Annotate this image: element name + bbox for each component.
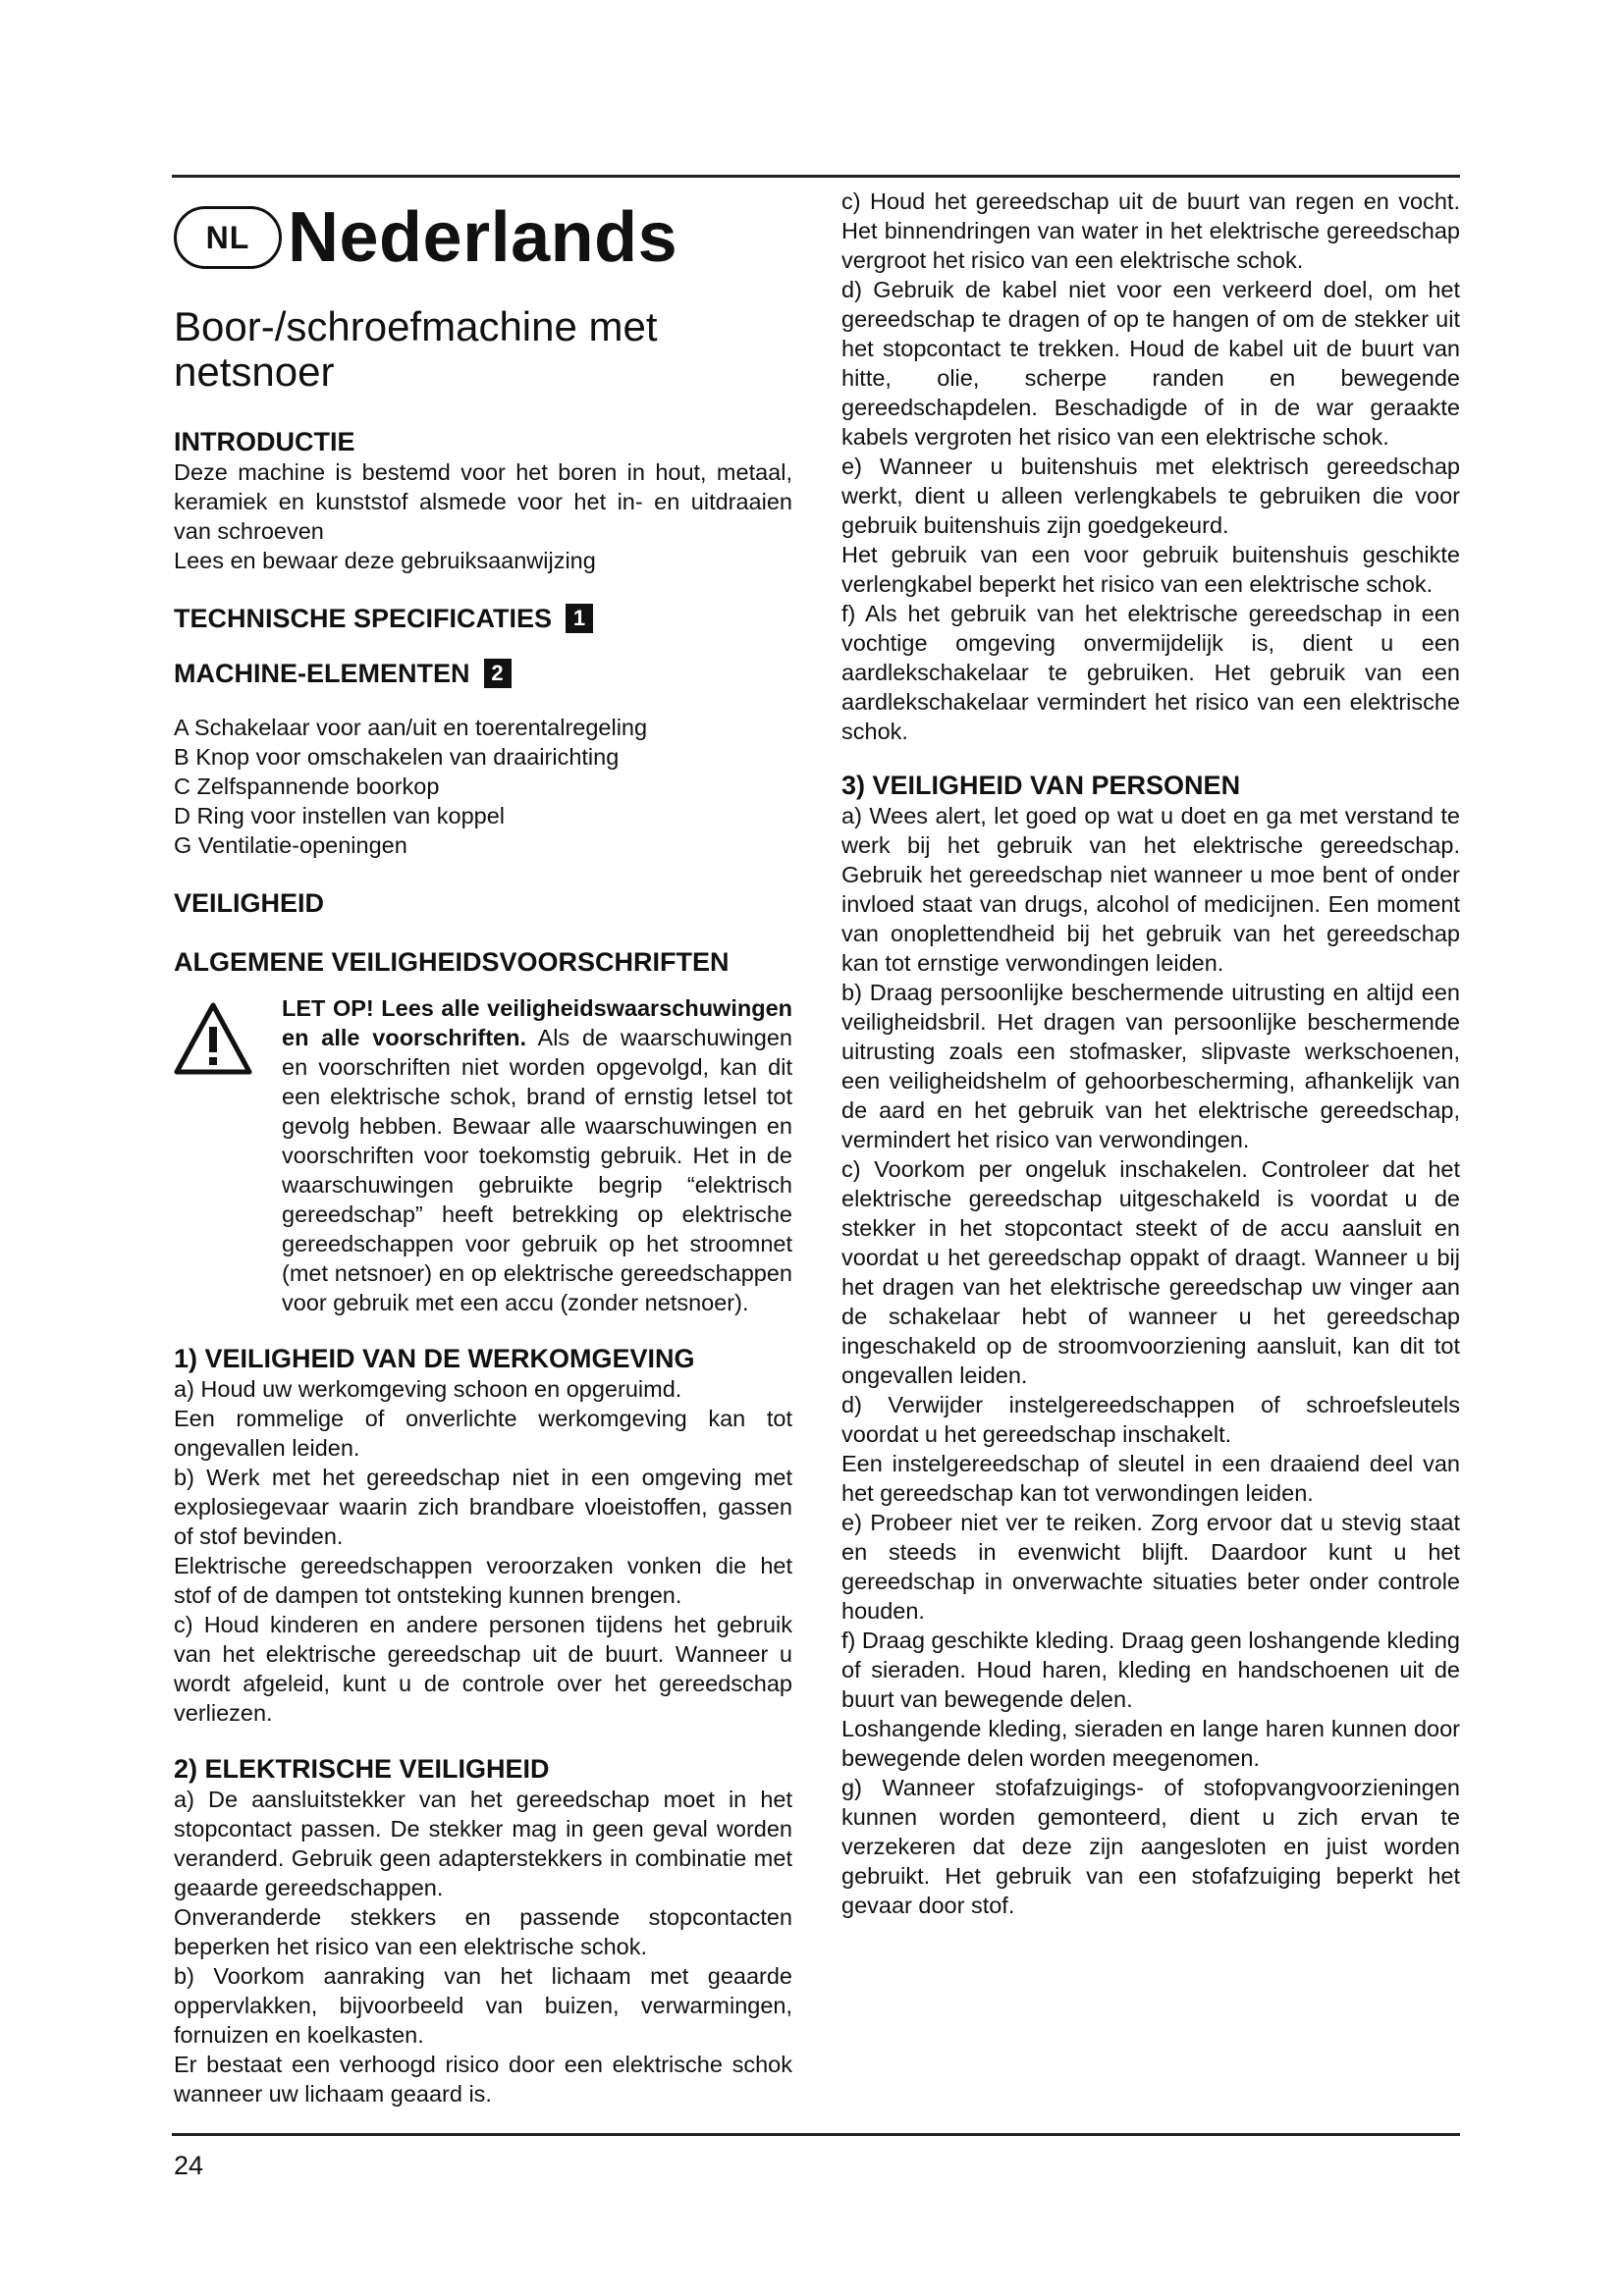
paragraph: g) Wanneer stofafzuigings- of stofopvangvoorzieningen kunnen worden gemonteerd, dient u zich ervan te verzekeren dat deze zijn aangesloten en juist worden gebruikt. Het gebruik van een stofafzuiging beperkt het gevaar door stof. xyxy=(841,1775,1460,1918)
language-title: Nederlands xyxy=(288,198,678,277)
paragraph: f) Draag geschikte kleding. Draag geen loshangende kleding of sieraden. Houd haren, kleding en handschoenen uit de buurt van bewegende delen. xyxy=(841,1628,1460,1712)
figure-ref-badge: 1 xyxy=(566,604,593,633)
personal-safety-heading: 3) VEILIGHEID VAN PERSONEN xyxy=(841,771,1241,800)
paragraph: Een instelgereedschap of sleutel in een draaiend deel van het gereedschap kan tot verwondingen leiden. xyxy=(841,1451,1460,1506)
paragraph: b) Werk met het gereedschap niet in een omgeving met explosiegevaar waarin zich brandbare vloeistoffen, gassen of stof bevinden. xyxy=(174,1465,792,1549)
intro-paragraph: Deze machine is bestemd voor het boren in hout, metaal, keramiek en kunststof alsmede voor het in- en uitdraaien van schroeven xyxy=(174,459,792,544)
paragraph: e) Wanneer u buitenshuis met elektrisch gereedschap werkt, dient u alleen verlengkabels te gebruiken die voor gebruik buitenshuis zijn goedgekeurd. xyxy=(841,454,1460,538)
work-area-safety-heading: 1) VEILIGHEID VAN DE WERKOMGEVING xyxy=(174,1344,695,1373)
paragraph: d) Gebruik de kabel niet voor een verkeerd doel, om het gereedschap te dragen of op te hangen of om de stekker uit het stopcontact te trekken. Houd de kabel uit de buurt van hitte, olie, scherpe randen en bewegende gereedschapdelen. Beschadigde of in de war geraakte kabels vergroten het risico van een elektrische schok. xyxy=(841,277,1460,450)
paragraph: c) Houd het gereedschap uit de buurt van regen en vocht. Het binnendringen van water in het elektrische gereedschap vergroot het risico van een elektrische schok. xyxy=(841,188,1460,273)
top-rule xyxy=(172,175,1460,178)
paragraph: b) Voorkom aanraking van het lichaam met geaarde oppervlakken, bijvoorbeeld van buizen, verwarmingen, fornuizen en koelkasten. xyxy=(174,1963,792,2048)
paragraph: f) Als het gebruik van het elektrische gereedschap in een vochtige omgeving onvermijdelijk is, dient u een aardlekschakelaar te gebruiken. Het gebruik van een aardlekschakelaar vermindert het risico van een elektrische schok. xyxy=(841,601,1460,744)
paragraph: c) Houd kinderen en andere personen tijdens het gebruik van het elektrische gereedschap uit de buurt. Wanneer u wordt afgeleid, kunt u de controle over het gereedschap verliezen. xyxy=(174,1612,792,1726)
page-number: 24 xyxy=(174,2151,204,2180)
list-item: C Zelfspannende boorkop xyxy=(174,774,440,799)
page-title: Boor-/schroefmachine met netsnoer xyxy=(174,303,658,395)
warning-block xyxy=(174,993,792,1317)
paragraph: Een rommelige of onverlichte werkomgeving kan tot ongevallen leiden. xyxy=(174,1406,792,1461)
bottom-rule xyxy=(172,2133,1460,2136)
language-header xyxy=(174,188,792,287)
electrical-safety-heading: 2) ELEKTRISCHE VEILIGHEID xyxy=(174,1754,550,1784)
paragraph: Er bestaat een verhoogd risico door een elektrische schok wanneer uw lichaam geaard is. xyxy=(174,2052,792,2107)
figure-ref-badge: 2 xyxy=(484,659,512,688)
paragraph: e) Probeer niet ver te reiken. Zorg ervoor dat u stevig staat en steeds in evenwicht blijft. Daardoor kunt u het gereedschap in onverwachte situaties beter onder controle houden. xyxy=(841,1510,1460,1624)
right-column xyxy=(841,187,1460,1920)
warning-paragraph xyxy=(282,993,792,1317)
general-safety-heading: ALGEMENE VEILIGHEIDSVOORSCHRIFTEN xyxy=(174,947,730,977)
intro-heading: INTRODUCTIE xyxy=(174,427,355,456)
list-item: D Ring voor instellen van koppel xyxy=(174,803,506,828)
warning-emphasis: LET OP! Lees alle veiligheidswaarschuwingen en alle voorschriften. xyxy=(282,995,792,1050)
list-item: B Knop voor omschakelen van draairichting xyxy=(174,744,620,770)
list-item: A Schakelaar voor aan/uit en toerentalregeling xyxy=(174,715,648,740)
paragraph: a) De aansluitstekker van het gereedschap moet in het stopcontact passen. De stekker mag in geen geval worden veranderd. Gebruik geen adapterstekkers in combinatie met geaarde gereedschappen. xyxy=(174,1787,792,1900)
paragraph: c) Voorkom per ongeluk inschakelen. Controleer dat het elektrische gereedschap uitgeschakeld is voordat u de stekker in het stopcontact steekt of de accu aansluit en voordat u het gereedschap oppakt of draagt. Wanneer u bij het dragen van het elektrische gereedschap uw vinger aan de schakelaar hebt of wanneer u het gereedschap ingeschakeld op de stroomvoorziening aansluit, kan dit tot ongevallen leiden. xyxy=(841,1156,1460,1388)
paragraph: d) Verwijder instelgereedschappen of schroefsleutels voordat u het gereedschap inschakelt. xyxy=(841,1392,1460,1447)
left-column xyxy=(174,187,792,2109)
paragraph: Onveranderde stekkers en passende stopcontacten beperken het risico van een elektrische schok. xyxy=(174,1904,792,1959)
list-item: G Ventilatie-openingen xyxy=(174,832,407,858)
paragraph: b) Draag persoonlijke beschermende uitrusting en altijd een veiligheidsbril. Het dragen van persoonlijke beschermende uitrusting zoals een stofmasker, slipvaste werkschoenen, een veiligheidshelm of gehoorbescherming, afhankelijk van de aard en het gebruik van het elektrische gereedschap, vermindert het risico van verwondingen. xyxy=(841,980,1460,1152)
paragraph: Loshangende kleding, sieraden en lange haren kunnen door bewegende delen worden meegenomen. xyxy=(841,1716,1460,1771)
warning-triangle-icon xyxy=(174,1001,252,1076)
machine-elements-heading-text: MACHINE-ELEMENTEN xyxy=(174,659,470,688)
element-list xyxy=(174,713,792,860)
intro-paragraph-2: Lees en bewaar deze gebruiksaanwijzing xyxy=(174,548,596,573)
paragraph: Het gebruik van een voor gebruik buitenshuis geschikte verlengkabel beperkt het risico van een elektrische schok. xyxy=(841,542,1460,597)
tech-specs-heading xyxy=(174,603,792,634)
paragraph: a) Wees alert, let goed op wat u doet en ga met verstand te werk bij het gebruik van het elektrische gereedschap. Gebruik het gereedschap niet wanneer u moe bent of onder invloed staat van drugs, alcohol of medicijnen. Een moment van onoplettendheid bij het gebruik van het gereedschap kan tot ernstige verwondingen leiden. xyxy=(841,803,1460,976)
safety-heading: VEILIGHEID xyxy=(174,888,325,918)
language-badge: NL xyxy=(174,206,282,269)
machine-elements-heading xyxy=(174,658,792,689)
paragraph: Elektrische gereedschappen veroorzaken vonken die het stof of de dampen tot ontsteking kunnen brengen. xyxy=(174,1553,792,1608)
paragraph: a) Houd uw werkomgeving schoon en opgeruimd. xyxy=(174,1376,682,1402)
tech-specs-heading-text: TECHNISCHE SPECIFICATIES xyxy=(174,604,553,633)
warning-text: Als de waarschuwingen en voorschriften niet worden opgevolgd, kan dit een elektrische schok, brand of ernstig letsel tot gevolg hebben. Bewaar alle waarschuwingen en voorschriften voor toekomstig gebruik. Het in de waarschuwingen gebruikte begrip “elektrisch gereedschap” heeft betrekking op elektrische gereedschappen voor gebruik op het stroomnet (met netsnoer) en op elektrische gereedschappen voor gebruik met een accu (zonder netsnoer). xyxy=(282,1025,792,1315)
